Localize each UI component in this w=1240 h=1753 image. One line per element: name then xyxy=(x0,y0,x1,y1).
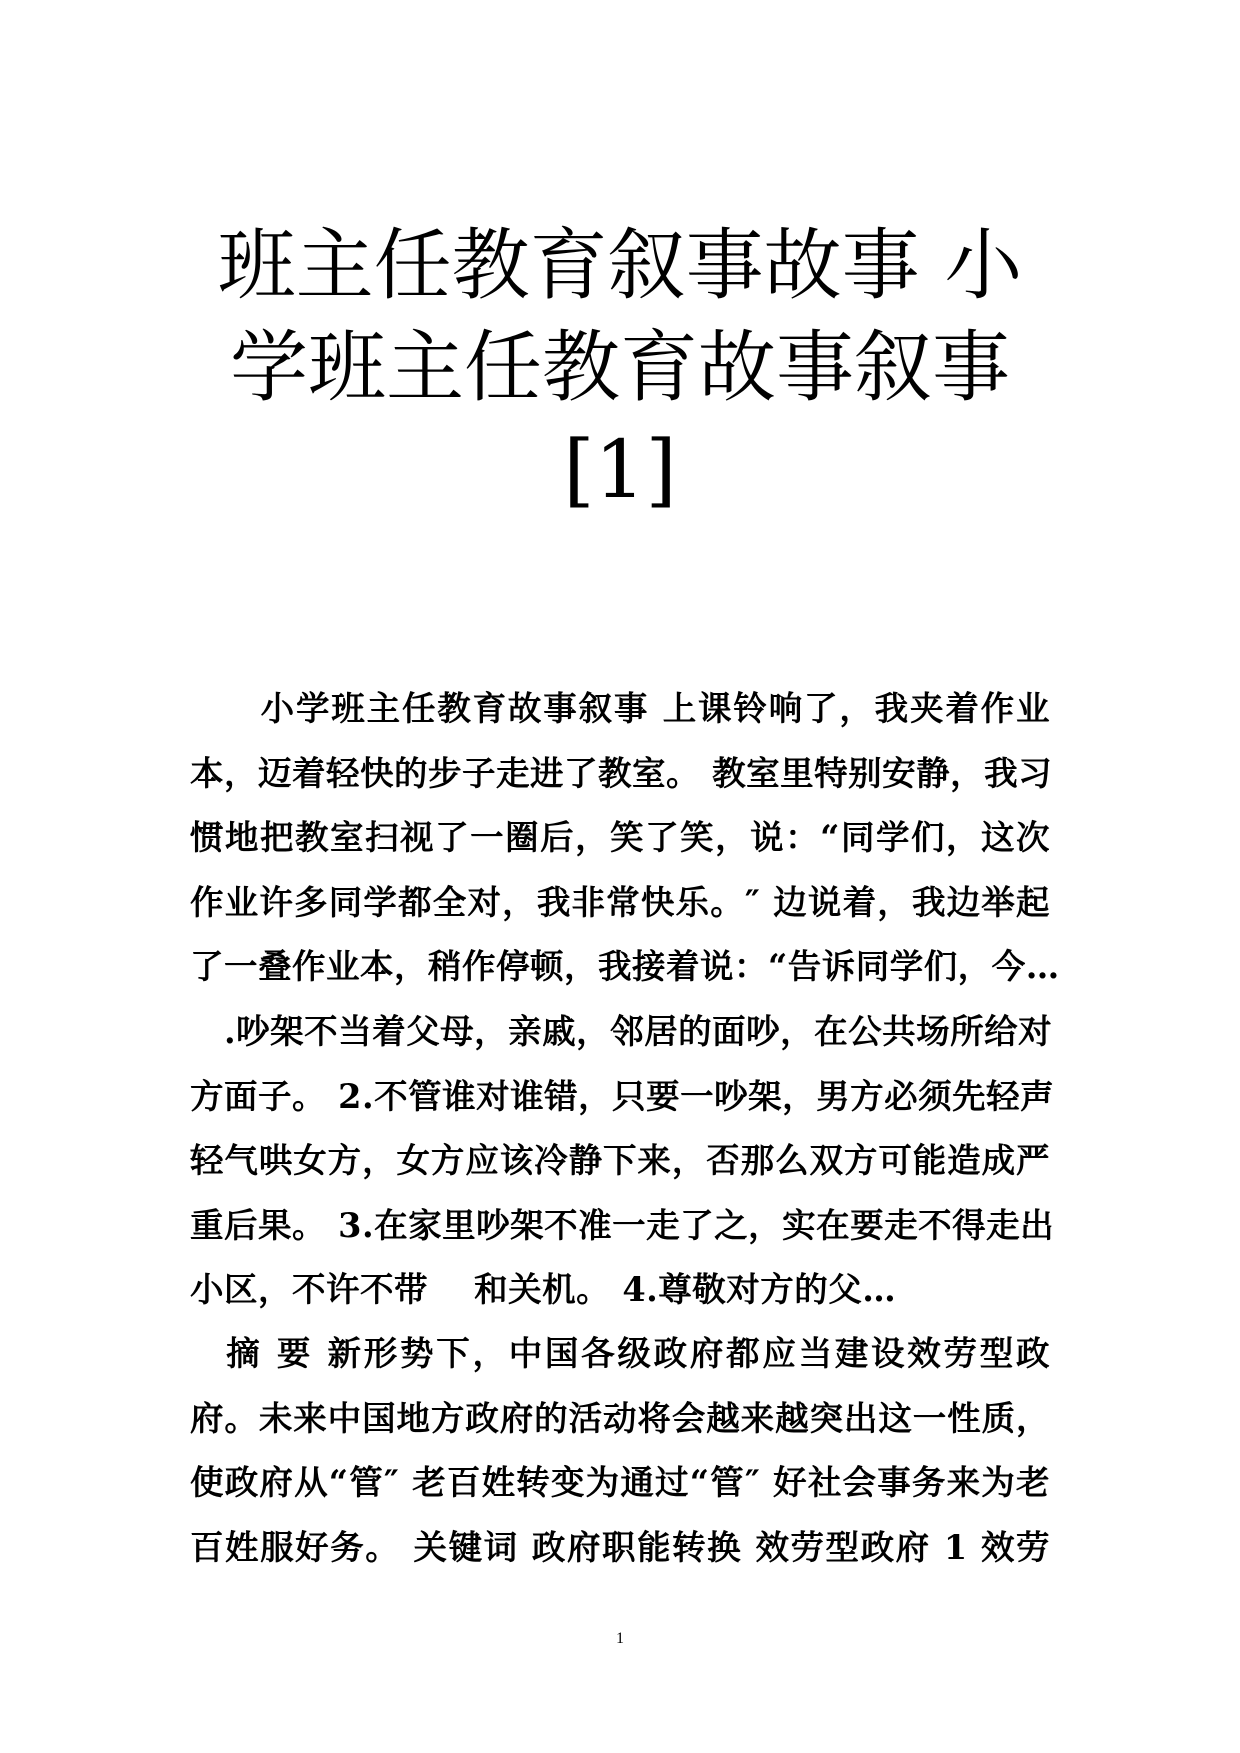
text-line: 惯地把教室扫视了一圈后，笑了笑，说：“同学们，这次 xyxy=(190,818,1050,857)
text-line: 府。未来中国地方政府的活动将会越来越突出这一性质， xyxy=(190,1398,1050,1438)
title-line-2: 学班主任教育故事叙事 xyxy=(229,323,1010,413)
paragraph-2 xyxy=(190,1000,1055,1323)
text-line: 本，迈着轻快的步子走进了教室。 教室里特别安静，我习 xyxy=(190,753,1053,793)
text-line: 百姓服好务。 关键词 政府职能转换 效劳型政府 1 效劳 xyxy=(190,1527,1050,1567)
text-line: 小学班主任教育故事叙事 上课铃响了，我夹着作业 xyxy=(190,689,1050,728)
title-line-1: 班主任教育叙事故事 小 xyxy=(217,221,1023,311)
text-line: 轻气哄女方，女方应该冷静下来，否那么双方可能造成严 xyxy=(190,1141,1050,1180)
paragraph-3 xyxy=(190,1322,1050,1580)
text-line: 了一叠作业本，稍作停顿，我接着说：“告诉同学们，今… xyxy=(190,947,1060,986)
text-line: 重后果。 3.在家里吵架不准一走了之，实在要走不得走出 xyxy=(190,1205,1055,1245)
text-line: .吵架不当着父母，亲戚，邻居的面吵，在公共场所给对 xyxy=(190,1012,1053,1051)
text-line: 方面子。 2.不管谁对谁错，只要一吵架，男方必须先轻声 xyxy=(190,1076,1055,1116)
text-line: 摘 要 新形势下，中国各级政府都应当建设效劳型政 xyxy=(190,1334,1050,1373)
page-number: 1 xyxy=(616,1630,624,1647)
paragraph-1 xyxy=(190,677,1060,1000)
text-line: 使政府从“管″ 老百姓转变为通过“管″ 好社会事务来为老 xyxy=(190,1463,1050,1502)
text-line: 作业许多同学都全对，我非常快乐。″ 边说着，我边举起 xyxy=(190,882,1050,922)
document-title xyxy=(200,215,1040,521)
text-line: 小区，不许不带 和关机。 4.尊敬对方的父… xyxy=(190,1270,897,1309)
title-line-3: [1] xyxy=(563,423,677,516)
